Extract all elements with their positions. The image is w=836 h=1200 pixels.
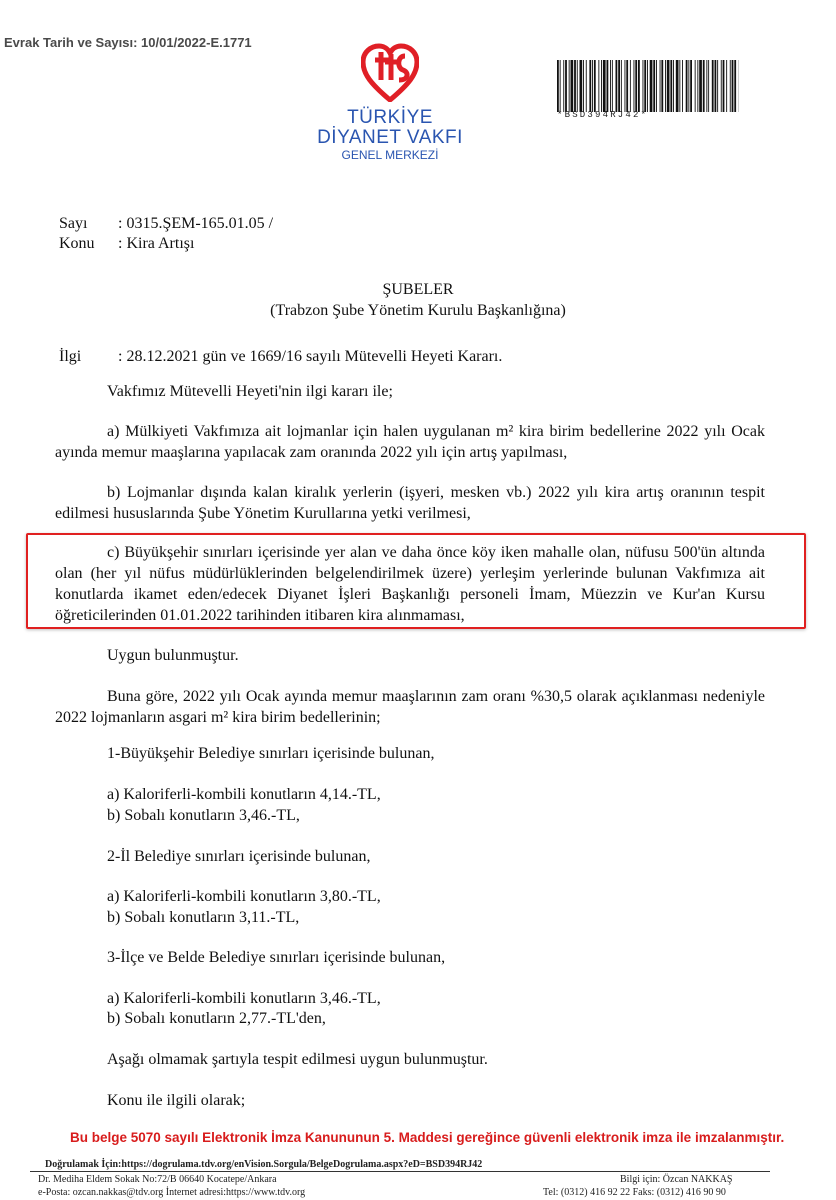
section2-item-a: a) Kaloriferli-kombili konutların 3,80.-TL, <box>107 888 381 905</box>
barcode-bar <box>679 60 680 112</box>
barcode-bar <box>732 60 734 112</box>
barcode-bar <box>673 60 674 112</box>
konu-label: Konu <box>59 235 95 252</box>
barcode-bar <box>650 60 653 112</box>
barcode-bar <box>571 60 574 112</box>
barcode-bar <box>565 60 567 112</box>
barcode-bar <box>616 60 618 112</box>
ilgi-label: İlgi <box>59 348 82 365</box>
barcode-bar <box>653 60 655 112</box>
section3-item-b: b) Sobalı konutların 2,77.-TL'den, <box>107 1010 326 1027</box>
barcode-bar <box>660 60 661 112</box>
ilgi-value: : 28.12.2021 gün ve 1669/16 sayılı Mütevelli Heyeti Kararı. <box>118 348 503 365</box>
rate-paragraph: Buna göre, 2022 yılı Ocak ayında memur maaşlarının zam oranı %30,5 olarak açıklanması nedeniyle 2022 lojmanların asgari m² kira birim bedellerinin; <box>55 688 765 726</box>
barcode-bar <box>626 60 628 112</box>
logo-text-line3: GENEL MERKEZİ <box>341 148 439 162</box>
barcode-bar <box>592 60 593 112</box>
barcode-code: *BSD394RJ42* <box>557 110 649 120</box>
barcode-bar <box>706 60 707 112</box>
section3-title: 3-İlçe ve Belde Belediye sınırları içerisinde bulunan, <box>107 949 446 966</box>
barcode-bar <box>583 60 584 112</box>
barcode-bar <box>715 60 717 112</box>
barcode-bar <box>667 60 670 112</box>
barcode-bar <box>670 60 672 112</box>
barcode-bar <box>634 60 635 112</box>
paragraph-b: b) Lojmanlar dışında kalan kiralık yerlerin (işyeri, mesken vb.) 2022 yılı kira artış oranının tespit edilmesi hususlarında Şube Yönetim Kurullarına yetki verilmesi, <box>55 484 765 522</box>
logo-text-line1: TÜRKİYE <box>347 107 433 128</box>
barcode-bar <box>563 60 564 112</box>
barcode-bar <box>630 60 631 112</box>
barcode-bar <box>717 60 718 112</box>
footer-divider <box>30 1171 770 1172</box>
paragraph-a: a) Mülkiyeti Vakfımıza ait lojmanlar için halen uygulanan m² kira birim bedellerine 2022 yılı Ocak ayında memur maaşlarına yapılacak zam oranında 2022 yılı için artış yapılması, <box>55 423 765 461</box>
sayi-label: Sayı <box>59 215 88 232</box>
intro-paragraph: Vakfımız Mütevelli Heyeti'nin ilgi kararı ile; <box>107 383 393 400</box>
footer-contact-person: Bilgi için: Özcan NAKKAŞ <box>620 1174 733 1185</box>
addressee-title: ŞUBELER <box>382 281 454 298</box>
barcode-bar <box>580 60 583 112</box>
barcode-bar <box>656 60 657 112</box>
barcode-bar <box>643 60 644 112</box>
barcode-bar <box>621 60 622 112</box>
barcode-bar <box>697 60 698 112</box>
barcode-bar <box>695 60 696 112</box>
section1-item-b: b) Sobalı konutların 3,46.-TL, <box>107 807 300 824</box>
verification-link[interactable]: Doğrulamak İçin:https://dogrulama.tdv.org/enVision.Sorgula/BelgeDogrulama.aspx?eD=BSD394RJ42 <box>45 1159 483 1170</box>
barcode-bar <box>601 60 602 112</box>
closing-paragraph: Aşağı olmamak şartıyla tespit edilmesi uygun bulunmuştur. <box>107 1051 488 1068</box>
document-reference: Evrak Tarih ve Sayısı: 10/01/2022-E.1771 <box>4 35 252 50</box>
section3-item-a: a) Kaloriferli-kombili konutların 3,46.-TL, <box>107 990 381 1007</box>
subject-paragraph: Konu ile ilgili olarak; <box>107 1092 246 1109</box>
barcode-bar <box>560 60 561 112</box>
barcode-bar <box>557 60 559 112</box>
foundation-logo <box>300 40 480 175</box>
barcode-bar <box>586 60 587 112</box>
barcode-bar <box>577 60 578 112</box>
section1-item-a: a) Kaloriferli-kombili konutların 4,14.-TL, <box>107 786 381 803</box>
barcode-bar <box>712 60 714 112</box>
barcode-bar <box>730 60 731 112</box>
section2-title: 2-İl Belediye sınırları içerisinde bulunan, <box>107 848 371 865</box>
tdv-emblem-icon <box>361 40 419 102</box>
approval-paragraph: Uygun bulunmuştur. <box>107 647 239 664</box>
barcode-bar <box>569 60 570 112</box>
barcode-bar <box>610 60 611 112</box>
barcode-bar <box>618 60 620 112</box>
barcode-bar <box>688 60 689 112</box>
barcode-bar <box>638 60 640 112</box>
barcode-bar <box>726 60 727 112</box>
barcode-bar <box>647 60 648 112</box>
barcode-bar <box>703 60 705 112</box>
barcode-bar <box>574 60 576 112</box>
addressee-subtitle: (Trabzon Şube Yönetim Kurulu Başkanlığına) <box>270 302 566 319</box>
document-barcode <box>557 60 739 112</box>
barcode-bar <box>734 60 736 112</box>
konu-value: : Kira Artışı <box>118 235 195 252</box>
barcode-bar <box>682 60 683 112</box>
barcode-bar <box>635 60 637 112</box>
barcode-bar <box>661 60 663 112</box>
barcode-bar <box>598 60 599 112</box>
barcode-bar <box>625 60 626 112</box>
barcode-bar <box>721 60 722 112</box>
barcode-bar <box>699 60 702 112</box>
footer-address: Dr. Mediha Eldem Sokak No:72/B 06640 Kocatepe/Ankara <box>38 1174 277 1185</box>
barcode-bar <box>603 60 606 112</box>
section2-item-b: b) Sobalı konutların 3,11.-TL, <box>107 909 300 926</box>
sayi-value: : 0315.ŞEM-165.01.05 / <box>118 215 274 232</box>
e-signature-notice: Bu belge 5070 sayılı Elektronik İmza Kanununun 5. Maddesi gereğince güvenli elektronik imza ile imzalanmıştır. <box>70 1130 785 1145</box>
paragraph-c: c) Büyükşehir sınırları içerisinde yer alan ve daha önce köy iken mahalle olan, nüfusu 500'ün altında olan (her yıl nüfus müdürlüklerinden belgelendirilmek üzere) yerleşim yerlerinde bulunan Vakfımıza ait konutlarda ikamet eden/edecek Diyanet İşleri Başkanlığı personeli İmam, Müezzin ve Kur'an Kursu öğreticilerinden 01.01.2022 tarihinden itibaren kira alınmaması, <box>55 544 765 624</box>
logo-text-line2: DİYANET VAKFI <box>317 127 463 148</box>
barcode-bar <box>644 60 646 112</box>
barcode-bar <box>665 60 666 112</box>
barcode-bar <box>594 60 596 112</box>
barcode-bar <box>612 60 613 112</box>
barcode-bar <box>690 60 692 112</box>
barcode-bar <box>607 60 609 112</box>
barcode-bar <box>676 60 679 112</box>
footer-email-web[interactable]: e-Posta: ozcan.nakkas@tdv.org İnternet adresi:https://www.tdv.org <box>38 1187 306 1198</box>
barcode-bar <box>708 60 709 112</box>
section1-title: 1-Büyükşehir Belediye sınırları içerisinde bulunan, <box>107 745 435 762</box>
footer-phone-fax: Tel: (0312) 416 92 22 Faks: (0312) 416 90 90 <box>543 1187 726 1198</box>
barcode-bar <box>589 60 591 112</box>
barcode-bar <box>723 60 725 112</box>
barcode-bar <box>686 60 688 112</box>
